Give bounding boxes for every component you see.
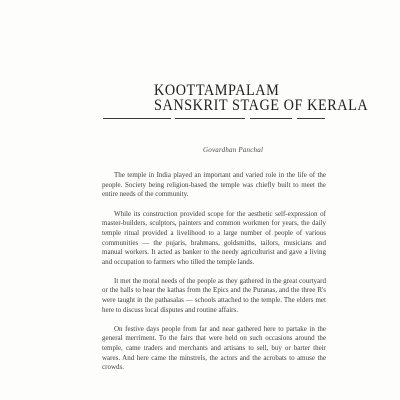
title-rule-segment <box>250 118 292 119</box>
title-line-1: KOOTTAMPALAM <box>154 82 280 99</box>
title-rule-segment <box>103 118 171 119</box>
title-rule-segment <box>175 118 245 119</box>
article-body <box>102 171 326 382</box>
author-byline: Govardhan Panchal <box>203 146 264 154</box>
article-title <box>154 82 369 114</box>
paragraph: The temple in India played an important and varied role in the life of the people. Society being religion-based the temple was chiefly built to meet the entire needs of the community. <box>102 171 326 199</box>
title-rule-segment <box>297 118 325 119</box>
paragraph: On festive days people from far and near gathered here to partake in the general merriment. To the fairs that were held on such occasions around the temple, came traders and merchants and artisans to sell, buy or barter their wares. And here came the minstrels, the actors and the acrobats to amuse the crowds. <box>102 324 326 372</box>
paragraph: It met the moral needs of the people as they gathered in the great courtyard or the halls to hear the kathas from the Epics and the Puranas, and the three R's were taught in the pathasalas — schools attached to the temple. The elders met here to discuss local disputes and routine affairs. <box>102 276 326 314</box>
paragraph: While its construction provided scope for the aesthetic self-expression of master-builders, sculptors, painters and common workmen for years, the daily temple ritual provided a livelihood to a large number of people of various communities — the pujaris, brahmans, goldsmiths, tailors, musicians and manual workers. It acted as banker to the needy agriculturist and gave a living and occupation to farmers who tilled the temple lands. <box>102 209 326 266</box>
title-line-2: SANSKRIT STAGE OF KERALA <box>154 97 369 114</box>
